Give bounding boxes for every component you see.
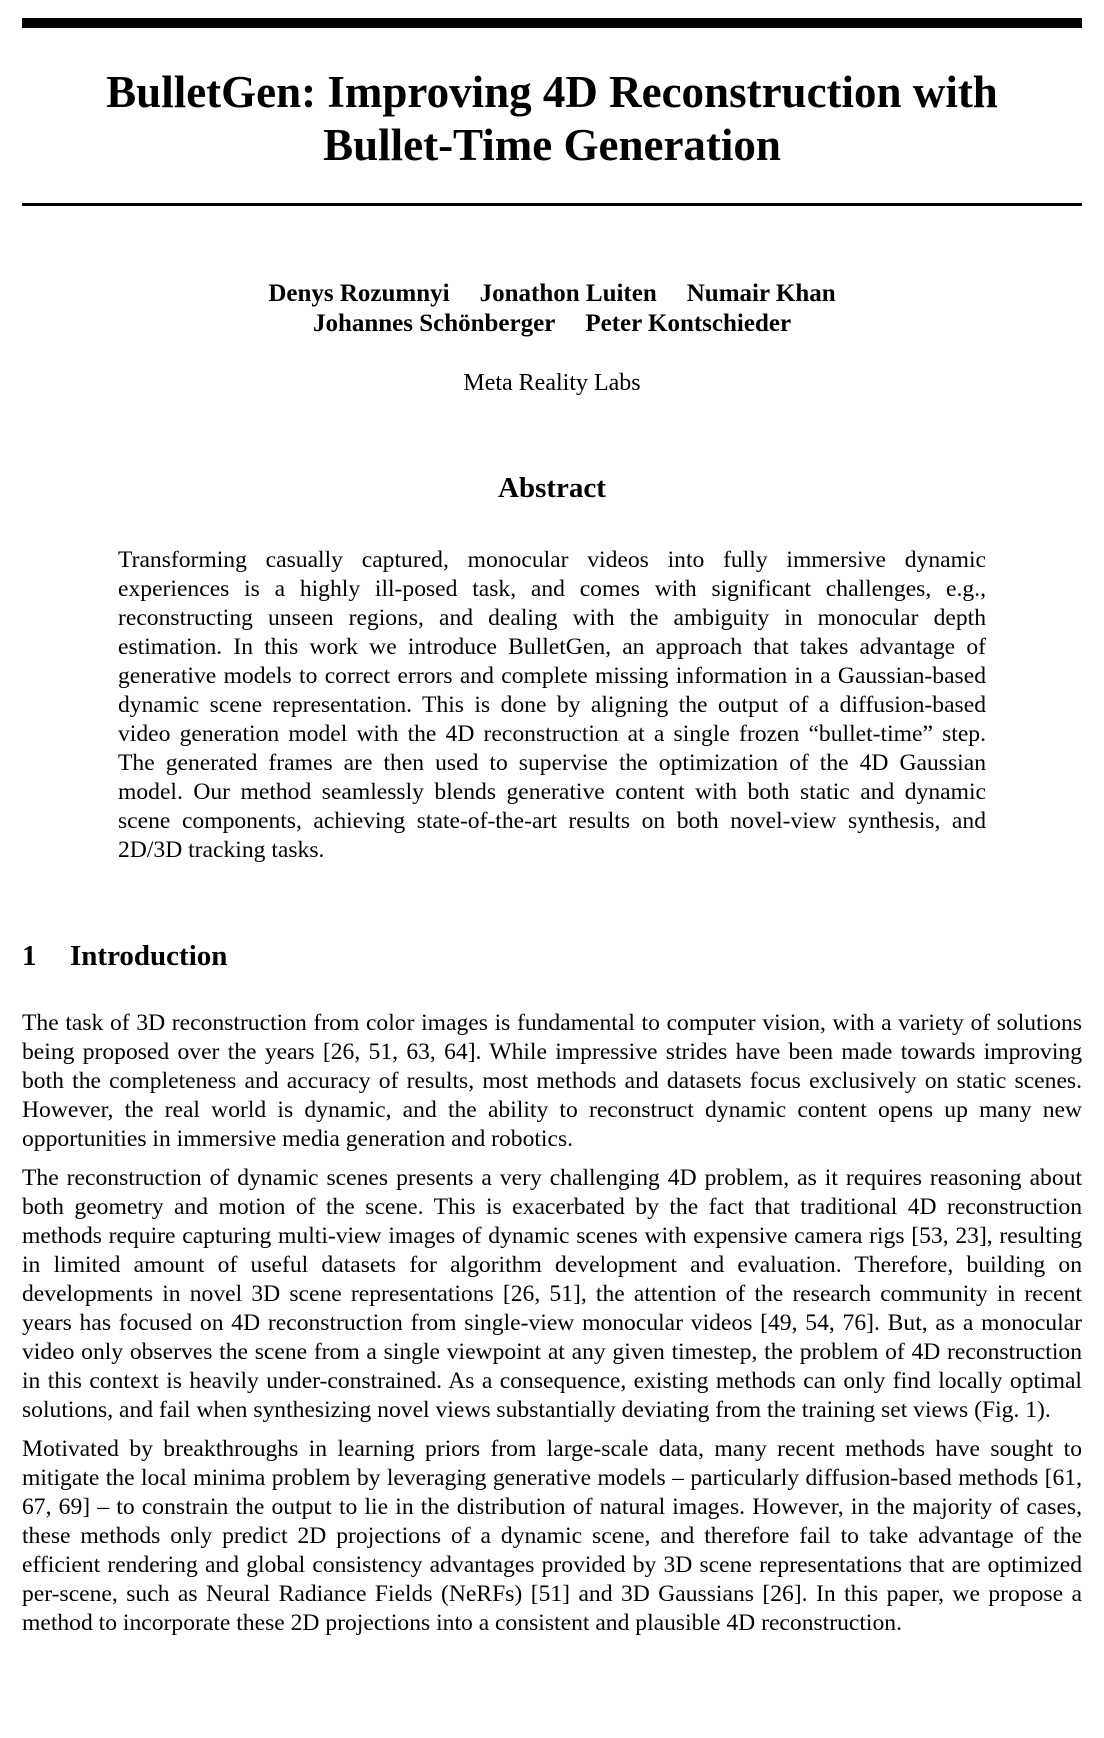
author-list — [22, 279, 1082, 339]
author-name: Peter Kontschieder — [585, 310, 792, 337]
author-line-1 — [22, 279, 1082, 309]
section-number: 1 — [22, 940, 37, 972]
introduction-body — [22, 1009, 1082, 1648]
section-heading-introduction — [22, 939, 227, 973]
paragraph: Motivated by breakthroughs in learning priors from large-scale data, many recent methods have sought to mitigate the local minima problem by leveraging generative models – particularly diffusion-based methods [61, 67, 69] – to constrain the output to lie in the distribution of natural images. However, in the majority of cases, these methods only predict 2D projections of a dynamic scene, and therefore fail to take advantage of the efficient rendering and global consistency advantages provided by 3D scene representations that are optimized per-scene, such as Neural Radiance Fields (NeRFs) [51] and 3D Gaussians [26]. In this paper, we propose a method to incorporate these 2D projections into a consistent and plausible 4D reconstruction. — [22, 1436, 1082, 1636]
author-name: Jonathon Luiten — [479, 280, 657, 307]
section-title: Introduction — [70, 940, 228, 972]
paper-title-line-2: Bullet-Time Generation — [323, 120, 781, 170]
paper-title — [22, 66, 1082, 172]
author-line-2 — [22, 309, 1082, 339]
paper-title-line-1: BulletGen: Improving 4D Reconstruction with — [106, 67, 998, 117]
title-top-rule — [22, 18, 1082, 28]
abstract-heading: Abstract — [498, 472, 606, 504]
author-name: Denys Rozumnyi — [268, 280, 450, 307]
author-name: Johannes Schönberger — [312, 310, 556, 337]
abstract-text: Transforming casually captured, monocular videos into fully immersive dynamic experiences is a highly ill-posed task, and comes with significant challenges, e.g., reconstructing unseen regions, and dealing with the ambiguity in monocular depth estimation. In this work we introduce BulletGen, an approach that takes advantage of generative models to correct errors and complete missing information in a Gaussian-based dynamic scene representation. This is done by aligning the output of a diffusion-based video generation model with the 4D reconstruction at a single frozen “bullet-time” step. The generated frames are then used to supervise the optimization of the 4D Gaussian model. Our method seamlessly blends generative content with both static and dynamic scene components, achieving state-of-the-art results on both novel-view synthesis, and 2D/3D tracking tasks. — [118, 547, 986, 863]
paragraph: The task of 3D reconstruction from color images is fundamental to computer vision, with a variety of solutions being proposed over the years [26, 51, 63, 64]. While impressive strides have been made towards improving both the completeness and accuracy of results, most methods and datasets focus exclusively on static scenes. However, the real world is dynamic, and the ability to reconstruct dynamic content opens up many new opportunities in immersive media generation and robotics. — [22, 1010, 1082, 1152]
paragraph: The reconstruction of dynamic scenes presents a very challenging 4D problem, as it requires reasoning about both geometry and motion of the scene. This is exacerbated by the fact that traditional 4D reconstruction methods require capturing multi-view images of dynamic scenes with expensive camera rigs [53, 23], resulting in limited amount of useful datasets for algorithm development and evaluation. Therefore, building on developments in novel 3D scene representations [26, 51], the attention of the research community in recent years has focused on 4D reconstruction from single-view monocular videos [49, 54, 76]. But, as a monocular video only observes the scene from a single viewpoint at any given timestep, the problem of 4D reconstruction in this context is heavily under-constrained. As a consequence, existing methods can only find locally optimal solutions, and fail when synthesizing novel views substantially deviating from the training set views (Fig. 1). — [22, 1165, 1082, 1423]
author-name: Numair Khan — [686, 280, 836, 307]
affiliation: Meta Reality Labs — [463, 370, 641, 396]
title-bottom-rule — [22, 203, 1082, 206]
